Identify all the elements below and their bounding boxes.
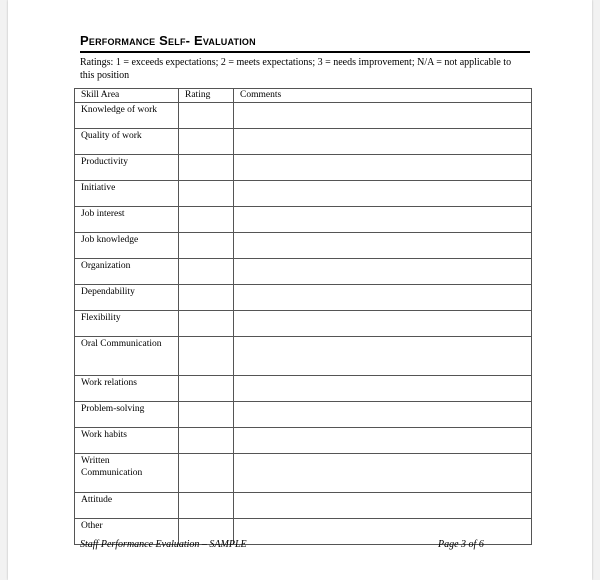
header-skill-area: Skill Area — [75, 89, 179, 103]
skill-cell: Written Communication — [75, 453, 179, 492]
table-row — [75, 232, 532, 258]
rating-cell[interactable] — [179, 258, 234, 284]
page-title — [80, 32, 530, 53]
rating-cell[interactable] — [179, 128, 234, 154]
table-row — [75, 492, 532, 518]
skill-cell: Flexibility — [75, 310, 179, 336]
table-row — [75, 258, 532, 284]
skill-cell: Oral Communication — [75, 336, 179, 375]
skill-cell: Work relations — [75, 375, 179, 401]
table-row — [75, 401, 532, 427]
table-row — [75, 375, 532, 401]
rating-cell[interactable] — [179, 180, 234, 206]
rating-cell[interactable] — [179, 375, 234, 401]
comments-cell[interactable] — [234, 102, 532, 128]
table-row — [75, 453, 532, 492]
table-header-row — [75, 89, 532, 103]
table-row — [75, 180, 532, 206]
rating-cell[interactable] — [179, 427, 234, 453]
rating-cell[interactable] — [179, 154, 234, 180]
comments-cell[interactable] — [234, 453, 532, 492]
skill-cell: Initiative — [75, 180, 179, 206]
rating-cell[interactable] — [179, 102, 234, 128]
rating-cell[interactable] — [179, 336, 234, 375]
skill-cell: Productivity — [75, 154, 179, 180]
header-comments: Comments — [234, 89, 532, 103]
footer-page-number: Page 3 of 6 — [438, 539, 484, 550]
comments-cell[interactable] — [234, 180, 532, 206]
rating-cell[interactable] — [179, 310, 234, 336]
rating-cell[interactable] — [179, 284, 234, 310]
comments-cell[interactable] — [234, 128, 532, 154]
comments-cell[interactable] — [234, 492, 532, 518]
comments-cell[interactable] — [234, 206, 532, 232]
rating-cell[interactable] — [179, 453, 234, 492]
rating-cell[interactable] — [179, 401, 234, 427]
skill-cell: Quality of work — [75, 128, 179, 154]
comments-cell[interactable] — [234, 375, 532, 401]
comments-cell[interactable] — [234, 401, 532, 427]
comments-cell[interactable] — [234, 336, 532, 375]
table-row — [75, 284, 532, 310]
evaluation-table — [74, 88, 532, 545]
skill-cell: Work habits — [75, 427, 179, 453]
skill-cell: Knowledge of work — [75, 102, 179, 128]
comments-cell[interactable] — [234, 284, 532, 310]
skill-cell: Dependability — [75, 284, 179, 310]
rating-cell[interactable] — [179, 492, 234, 518]
comments-cell[interactable] — [234, 518, 532, 544]
skill-cell: Job interest — [75, 206, 179, 232]
table-row — [75, 310, 532, 336]
comments-cell[interactable] — [234, 310, 532, 336]
footer-document-name: Staff Performance Evaluation – SAMPLE — [80, 539, 247, 550]
table-row — [75, 102, 532, 128]
skill-cell: Organization — [75, 258, 179, 284]
rating-cell[interactable] — [179, 232, 234, 258]
table-row — [75, 128, 532, 154]
page-title-text: Performance Self- Evaluation — [80, 33, 256, 48]
comments-cell[interactable] — [234, 427, 532, 453]
document-page — [8, 0, 592, 580]
header-rating: Rating — [179, 89, 234, 103]
ratings-note: Ratings: 1 = exceeds expectations; 2 = meets expectations; 3 = needs improvement; N/A = not applicable to this position — [80, 57, 512, 81]
skill-cell: Attitude — [75, 492, 179, 518]
skill-cell: Job knowledge — [75, 232, 179, 258]
skill-cell: Other — [75, 518, 179, 544]
table-row — [75, 427, 532, 453]
comments-cell[interactable] — [234, 154, 532, 180]
table-row — [75, 336, 532, 375]
rating-cell[interactable] — [179, 206, 234, 232]
comments-cell[interactable] — [234, 232, 532, 258]
skill-cell: Problem-solving — [75, 401, 179, 427]
comments-cell[interactable] — [234, 258, 532, 284]
table-row — [75, 206, 532, 232]
table-row — [75, 154, 532, 180]
